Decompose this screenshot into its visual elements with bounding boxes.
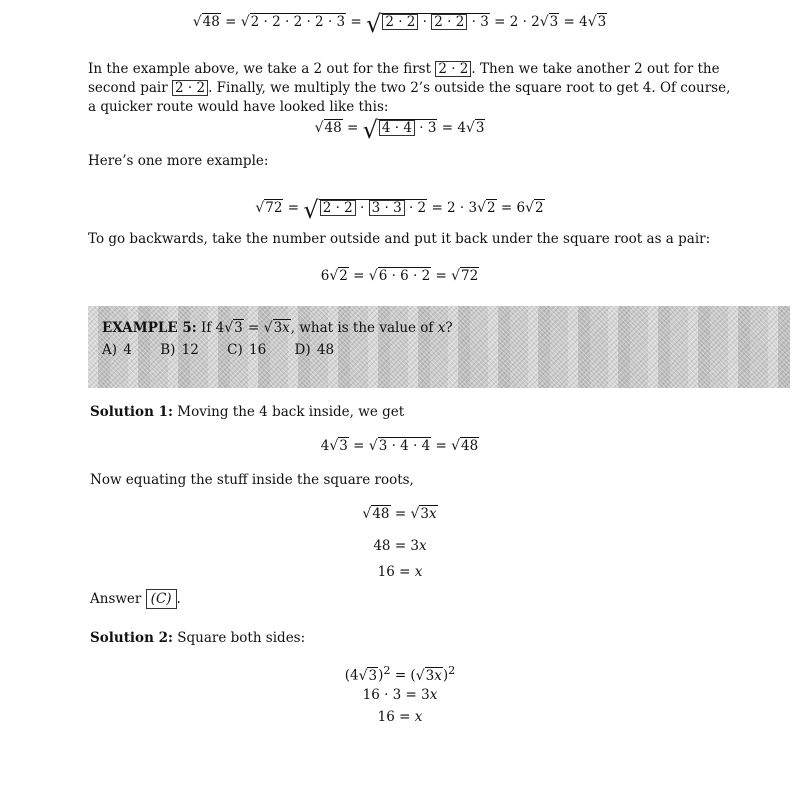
boxed-pair: 2 · 2: [435, 61, 471, 77]
equation-equate-roots: √48 = √3x: [362, 506, 437, 522]
answer-value-box: (C): [146, 589, 177, 609]
explanation-part-2: . Then we take another 2 out for the second pair: [88, 61, 720, 96]
boxed-pair: 2 · 2: [172, 80, 208, 96]
example-5-box: [88, 306, 790, 388]
solution-2-label: Solution 2:: [90, 630, 173, 646]
equation-16-eq-x-final: 16 = x: [377, 709, 423, 725]
question-text: =: [243, 320, 264, 336]
equation-16-eq-x: 16 = x: [377, 564, 423, 580]
question-text: , what is the value of: [290, 320, 438, 336]
question-text: ?: [445, 320, 453, 336]
solution-1-text: Moving the 4 back inside, we get: [172, 404, 405, 420]
paragraph-equating: Now equating the stuff inside the square roots,: [90, 472, 414, 488]
answer-choices: [102, 342, 356, 358]
solution-2-text: Square both sides:: [172, 630, 306, 646]
choice-c: C) 16: [227, 342, 267, 358]
equation-square-both-sides: $(4√3)^2 = (√3x)^2$: [344, 664, 456, 684]
question-text: If 4: [196, 320, 225, 336]
choice-b: B) 12: [160, 342, 199, 358]
choice-d: D) 48: [294, 342, 335, 358]
paragraph-backwards: To go backwards, take the number outside and put it back under the square root as a pair:: [88, 231, 711, 247]
equation-sqrt48-factorization: √48 = √2 · 2 · 2 · 2 · 3 = √ 2 · 2 · 2 · 2 · 3 = 2 · 2√3 = 4√3: [192, 10, 607, 38]
equation-backwards: 6√2 = √6 · 6 · 2 = √72: [320, 268, 479, 284]
paragraph-explanation: In the example above, we take a 2 out for the first 2 · 2 . Then we take another 2 out for the second pair 2 · 2 . Finally, we multiply the two 2’s outside the square root to get 4. Of course, a quicker route would have looked like this:: [88, 61, 731, 115]
solution-2-heading: [90, 629, 736, 648]
question-variable: x: [437, 320, 446, 336]
paragraph-one-more: Here’s one more example:: [88, 153, 269, 169]
choice-a: A) 4: [102, 342, 132, 358]
equation-quick-route: √48 = √ 4 · 4 · 3 = 4√3: [314, 116, 485, 144]
equation-sqrt72: √72 = √ 2 · 2 · 3 · 3 · 2 = 2 · 3√2 = 6√2: [255, 196, 544, 224]
explanation-part-3: Finally, we multiply the two 2’s outside the square root to get 4. Of course, a quicker route would have looked like this:: [88, 80, 731, 115]
solution-1-heading: [90, 403, 736, 422]
explanation-part-1: In the example above, we take a 2 out for the first: [88, 61, 432, 77]
example-label: EXAMPLE 5:: [102, 320, 197, 336]
equation-solution-1: 4√3 = √3 · 4 · 4 = √48: [320, 438, 479, 454]
solution-1-label: Solution 1:: [90, 404, 173, 420]
answer-line: Answer (C) .: [90, 591, 181, 607]
equation-16x3-eq-3x: 16 · 3 = 3x: [362, 687, 438, 703]
equation-48-eq-3x: 48 = 3x: [373, 538, 427, 554]
answer-label: Answer: [90, 591, 142, 607]
example-question: EXAMPLE 5: If 4√3 = √3x, what is the value of x?: [102, 320, 453, 336]
